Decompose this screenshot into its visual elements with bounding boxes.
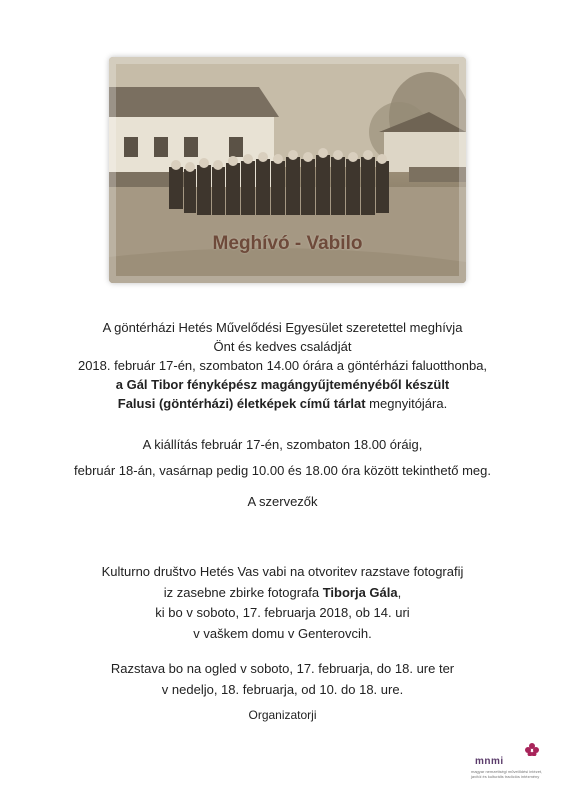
sl-line-2-bold: Tiborja Gála: [322, 584, 398, 600]
hu-line-1: A göntérházi Hetés Művelődési Egyesület szeretettel meghívja: [102, 320, 463, 335]
hu-line-4-bold: a Gál Tibor fényképész magángyűjteményéből készült: [115, 377, 450, 392]
hu-line-2: Önt és kedves családját: [213, 339, 352, 354]
hu-line-7: február 18-án, vasárnap pedig 10.00 és 18.00 óra között tekinthető meg.: [74, 463, 491, 478]
hu-line-5-bold: Falusi (göntérházi) életképek című tárlat: [117, 396, 366, 411]
hu-line-4: [0, 375, 565, 394]
vintage-village-photo: [109, 57, 466, 283]
hu-line-5-rest: megnyitójára.: [365, 396, 448, 411]
sl-signature: Organizatorji: [248, 708, 317, 722]
sl-line-1: Kulturno društvo Hetés Vas vabi na otvoritev razstave fotografij: [101, 564, 464, 579]
flower-icon: [522, 742, 542, 756]
hu-line-3: 2018. február 17-én, szombaton 14.00 órára a göntérházi faluotthonba,: [77, 358, 488, 373]
logo-subtext: magyar nemzetiségi művelődési intézet, javítói és kulturális tradíciós intézmény: [471, 769, 543, 779]
sl-line-2: [0, 583, 565, 604]
hu-signature: A szervezők: [247, 494, 318, 509]
slovenian-invitation: [0, 562, 565, 700]
hu-line-6: A kiállítás február 17-én, szombaton 18.00 óráig,: [142, 437, 423, 452]
sl-line-6: v nedeljo, 18. februarja, od 10. do 18. ure.: [161, 681, 404, 697]
sl-line-2-pre: iz zasebne zbirke fotografa: [163, 584, 323, 600]
hu-line-5: [0, 394, 565, 413]
sl-line-2-post: ,: [397, 584, 402, 600]
hungarian-invitation: [0, 318, 565, 511]
sl-line-5: Razstava bo na ogled v soboto, 17. februarja, do 18. ure ter: [110, 661, 455, 676]
photo-title: Meghívó - Vabilo: [212, 233, 363, 254]
sl-line-3: ki bo v soboto, 17. februarja 2018, ob 14. uri: [155, 605, 410, 620]
logo-text: mnmi: [475, 756, 504, 767]
sl-line-4: v vaškem domu v Genterovcih.: [193, 625, 372, 641]
mnmi-logo: [470, 742, 550, 792]
